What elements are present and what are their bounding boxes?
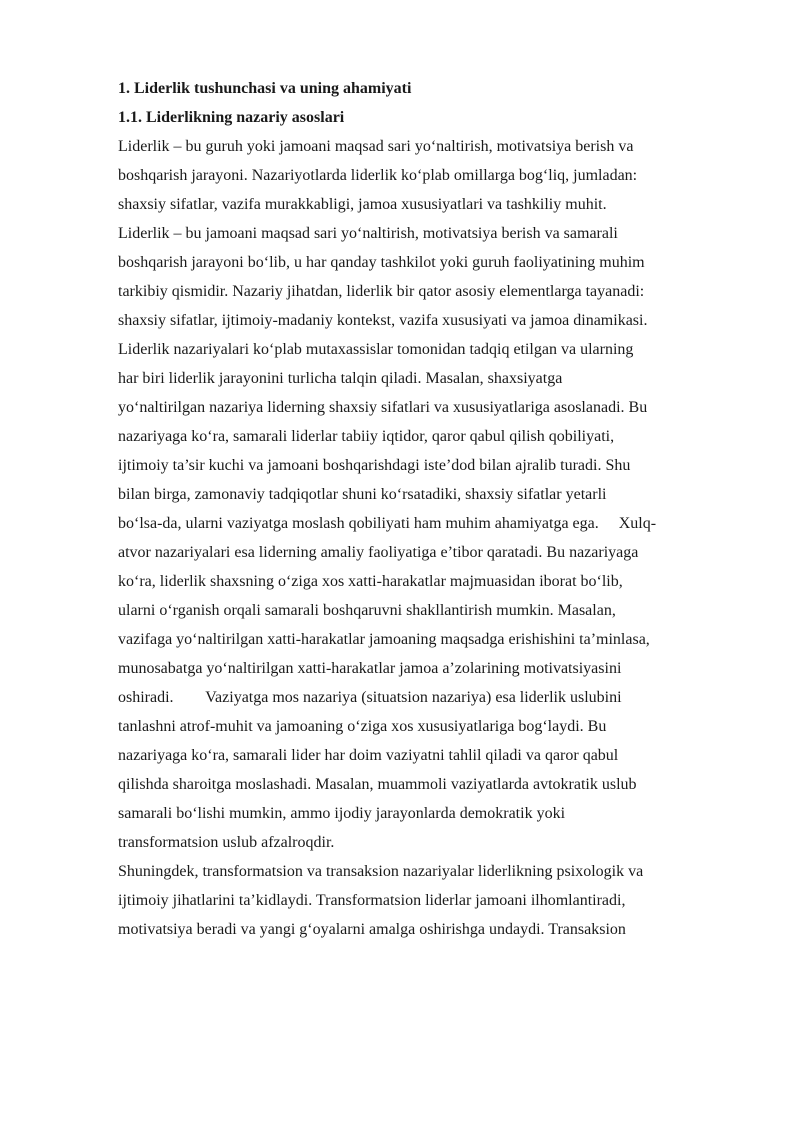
text-line: boʻlsa-da, ularni vaziyatga moslash qobiliyati ham muhim ahamiyatga ega. Xulq- xyxy=(118,515,657,532)
document-page xyxy=(118,74,748,944)
text-line: nazariyaga koʻra, samarali liderlar tabiiy iqtidor, qaror qabul qilish qobiliyati, xyxy=(118,428,615,445)
text-line: shaxsiy sifatlar, vazifa murakkabligi, jamoa xususiyatlari va tashkiliy muhit. xyxy=(118,196,607,213)
text-line: yoʻnaltirilgan nazariya liderning shaxsiy sifatlari va xususiyatlariga asoslanadi. Bu xyxy=(118,399,648,416)
text-line: ularni oʻrganish orqali samarali boshqaruvni shakllantirish mumkin. Masalan, xyxy=(118,602,616,619)
text-line: bilan birga, zamonaviy tadqiqotlar shuni koʻrsatadiki, shaxsiy sifatlar yetarli xyxy=(118,486,607,503)
text-line: oshiradi. Vaziyatga mos nazariya (situatsion nazariya) esa liderlik uslubini xyxy=(118,689,622,706)
text-line: atvor nazariyalari esa liderning amaliy faoliyatiga e’tibor qaratadi. Bu nazariyaga xyxy=(118,544,639,561)
body-text xyxy=(118,132,748,944)
text-line: qilishda sharoitga moslashadi. Masalan, muammoli vaziyatlarda avtokratik uslub xyxy=(118,776,637,793)
text-line: transformatsion uslub afzalroqdir. xyxy=(118,834,335,851)
text-line: samarali boʻlishi mumkin, ammo ijodiy jarayonlarda demokratik yoki xyxy=(118,805,566,822)
text-line: Liderlik nazariyalari koʻplab mutaxassislar tomonidan tadqiq etilgan va ularning xyxy=(118,341,634,358)
text-line: tanlashni atrof-muhit va jamoaning oʻziga xos xususiyatlariga bogʻlaydi. Bu xyxy=(118,718,607,735)
text-line: vazifaga yoʻnaltirilgan xatti-harakatlar jamoaning maqsadga erishishini ta’minlasa, xyxy=(118,631,650,648)
text-line: shaxsiy sifatlar, ijtimoiy-madaniy kontekst, vazifa xususiyati va jamoa dinamikasi. xyxy=(118,312,648,329)
section-heading: 1. Liderlik tushunchasi va uning ahamiyati xyxy=(118,80,412,97)
subsection-heading: 1.1. Liderlikning nazariy asoslari xyxy=(118,109,345,126)
text-line: koʻra, liderlik shaxsning oʻziga xos xatti-harakatlar majmuasidan iborat boʻlib, xyxy=(118,573,623,590)
text-line: munosabatga yoʻnaltirilgan xatti-harakatlar jamoa a’zolarining motivatsiyasini xyxy=(118,660,622,677)
text-line: tarkibiy qismidir. Nazariy jihatdan, liderlik bir qator asosiy elementlarga tayanadi: xyxy=(118,283,645,300)
text-line: boshqarish jarayoni. Nazariyotlarda liderlik koʻplab omillarga bogʻliq, jumladan: xyxy=(118,167,638,184)
text-line: boshqarish jarayoni boʻlib, u har qanday tashkilot yoki guruh faoliyatining muhim xyxy=(118,254,645,271)
text-line: Liderlik – bu guruh yoki jamoani maqsad sari yoʻnaltirish, motivatsiya berish va xyxy=(118,138,634,155)
text-line: har biri liderlik jarayonini turlicha talqin qiladi. Masalan, shaxsiyatga xyxy=(118,370,563,387)
text-line: Shuningdek, transformatsion va transaksion nazariyalar liderlikning psixologik va xyxy=(118,863,644,880)
text-line: ijtimoiy jihatlarini ta’kidlaydi. Transformatsion liderlar jamoani ilhomlantiradi, xyxy=(118,892,626,909)
text-line: Liderlik – bu jamoani maqsad sari yoʻnaltirish, motivatsiya berish va samarali xyxy=(118,225,618,242)
text-line: motivatsiya beradi va yangi gʻoyalarni amalga oshirishga undaydi. Transaksion xyxy=(118,921,626,938)
text-line: nazariyaga koʻra, samarali lider har doim vaziyatni tahlil qiladi va qaror qabul xyxy=(118,747,619,764)
text-line: ijtimoiy ta’sir kuchi va jamoani boshqarishdagi iste’dod bilan ajralib turadi. Shu xyxy=(118,457,631,474)
